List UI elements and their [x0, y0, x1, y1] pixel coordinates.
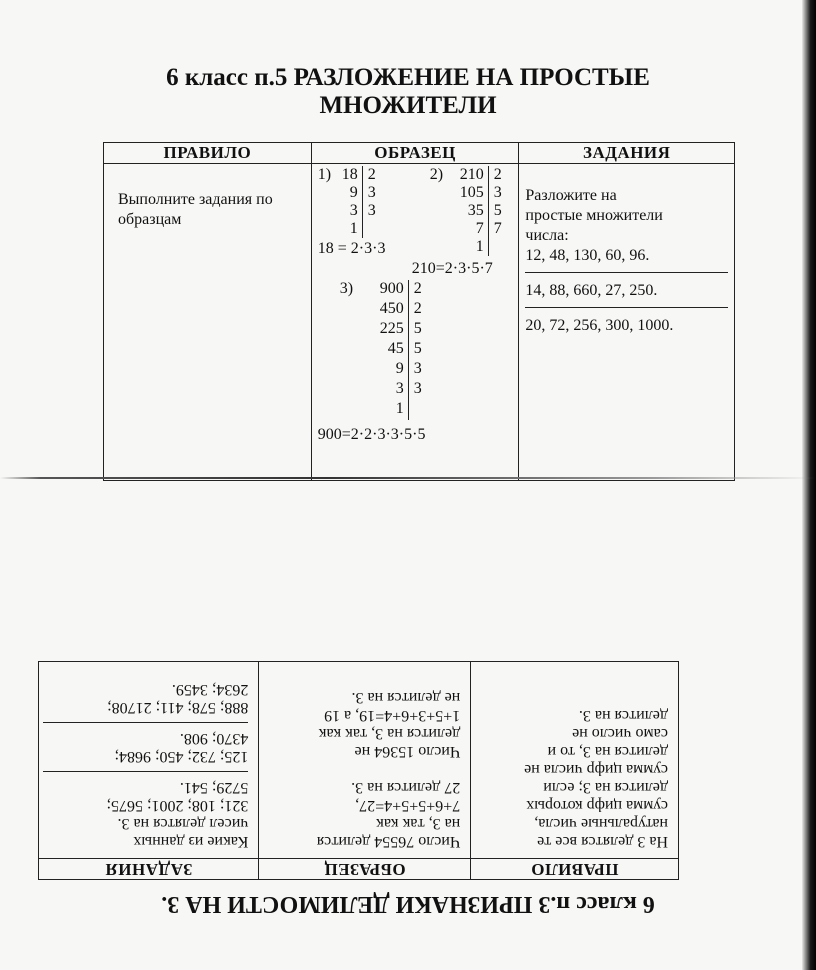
tasks-text	[39, 680, 258, 858]
ex3-factor: 2	[413, 280, 422, 297]
ex1-label: 1)	[317, 166, 332, 183]
ex2-number: 1	[475, 238, 484, 255]
ex2-number: 210	[459, 166, 484, 183]
task-intro-line: чисел делятся на 3.	[117, 815, 249, 832]
header-rule: ПРАВИЛО	[471, 859, 679, 880]
ex1-factor: 3	[367, 202, 376, 219]
ex3-number: 9	[395, 360, 404, 377]
sample-line: не делится на 3.	[351, 689, 461, 706]
divider	[43, 771, 248, 772]
sample-cell	[259, 662, 471, 859]
ex1-result: 18 = 2·3·3	[317, 240, 386, 257]
ex1-factor: 2	[367, 166, 376, 183]
sample-line: 27 делится на 3.	[351, 779, 461, 796]
sample-line: Число 76554 делится	[316, 833, 461, 850]
ex3-number: 225	[379, 320, 404, 337]
task-set: 12, 48, 130, 60, 96.	[525, 247, 650, 264]
sample-line: Число 15364 не	[354, 743, 461, 760]
sample-line: 1+5+3+6+4=19, а 19	[324, 707, 461, 724]
rule-line: сумма цифр которых	[526, 797, 668, 814]
rule-text	[471, 706, 678, 858]
rule-line: само число не	[572, 725, 668, 742]
ex2-factor: 5	[493, 202, 502, 219]
rule-line: делится на 3; если	[543, 779, 668, 796]
tasks-intro-line: числа:	[525, 227, 569, 244]
ex3-number: 3	[395, 380, 404, 397]
ex3-number: 900	[379, 280, 404, 297]
rule-line: На 3 делятся все те	[537, 833, 668, 850]
header-rule: ПРАВИЛО	[104, 143, 312, 164]
header-tasks: ЗАДАНИЯ	[519, 143, 735, 164]
ex3-result: 900=2·2·3·3·5·5	[317, 426, 426, 443]
sample-text	[259, 688, 470, 858]
ex3-factor: 3	[413, 360, 422, 377]
task-set-line: 2634; 3459.	[171, 681, 249, 698]
task-set: 14, 88, 660, 27, 250.	[525, 282, 658, 299]
ex3-factor: 3	[413, 380, 422, 397]
ex2-factor: 2	[493, 166, 502, 183]
ex2-number: 35	[467, 202, 484, 219]
tasks-intro-line: Разложите на	[525, 187, 617, 204]
header-tasks: ЗАДАНИЯ	[39, 859, 259, 880]
ex1-number: 3	[349, 202, 358, 219]
ex3-number: 1	[395, 400, 404, 417]
header-sample: ОБРАЗЕЦ	[311, 143, 519, 164]
ex3-factor: 2	[413, 300, 422, 317]
rule-line: натуральные числа,	[534, 815, 668, 832]
ex2-factor: 3	[493, 184, 502, 201]
ex2-label: 2)	[429, 166, 444, 183]
ex3-number: 45	[387, 340, 404, 357]
task-intro-line: Какие из данных	[133, 833, 249, 850]
ex1-number: 9	[349, 184, 358, 201]
ex1-factor: 3	[367, 184, 376, 201]
title-line-1: 6 класс п.5 РАЗЛОЖЕНИЕ НА ПРОСТЫЕ	[166, 64, 650, 91]
rule-line: сумма цифр числа не	[524, 761, 668, 778]
tasks-intro-line: простые множители	[525, 207, 663, 224]
sample-line: на 3, так как	[376, 815, 461, 832]
ex2-number: 105	[459, 184, 484, 201]
task-set-line: 5729; 541.	[179, 779, 249, 796]
tasks-cell	[39, 662, 259, 859]
title-line-2: МНОЖИТЕЛИ	[319, 92, 497, 119]
header-sample: ОБРАЗЕЦ	[259, 859, 471, 880]
task-set-line: 4370; 908.	[179, 730, 249, 747]
page-title-flipped: 6 класс п.3 ПРИЗНАКИ ДЕЛИМОСТИ НА 3.	[161, 891, 655, 917]
divisibility-table	[38, 661, 679, 880]
sample-line: делится на 3, так как	[318, 725, 461, 742]
ex1-number: 18	[341, 166, 358, 183]
task-set-line: 321; 108; 2001; 5675;	[106, 797, 249, 814]
rule-line: делится на 3.	[578, 707, 668, 724]
ex2-result: 210=2·3·5·7	[411, 260, 493, 277]
ex2-factor: 7	[493, 220, 502, 237]
rule-cell	[471, 662, 679, 859]
ex3-factor: 5	[413, 340, 422, 357]
task-set-line: 888; 578; 411; 21708;	[107, 699, 249, 716]
rule-text: Выполните задания по образцам	[118, 191, 273, 228]
rule-line: делится на 3, то и	[547, 743, 668, 760]
task-set: 20, 72, 256, 300, 1000.	[525, 317, 674, 334]
ex3-factor: 5	[413, 320, 422, 337]
divider	[43, 722, 248, 723]
ex3-number: 450	[379, 300, 404, 317]
sample-line: 7+6+5+5+4=27,	[355, 797, 461, 814]
ex3-label: 3)	[339, 280, 354, 297]
task-set-line: 125; 732; 450; 9684;	[114, 748, 249, 765]
ex1-number: 1	[349, 220, 358, 237]
ex2-number: 7	[475, 220, 484, 237]
